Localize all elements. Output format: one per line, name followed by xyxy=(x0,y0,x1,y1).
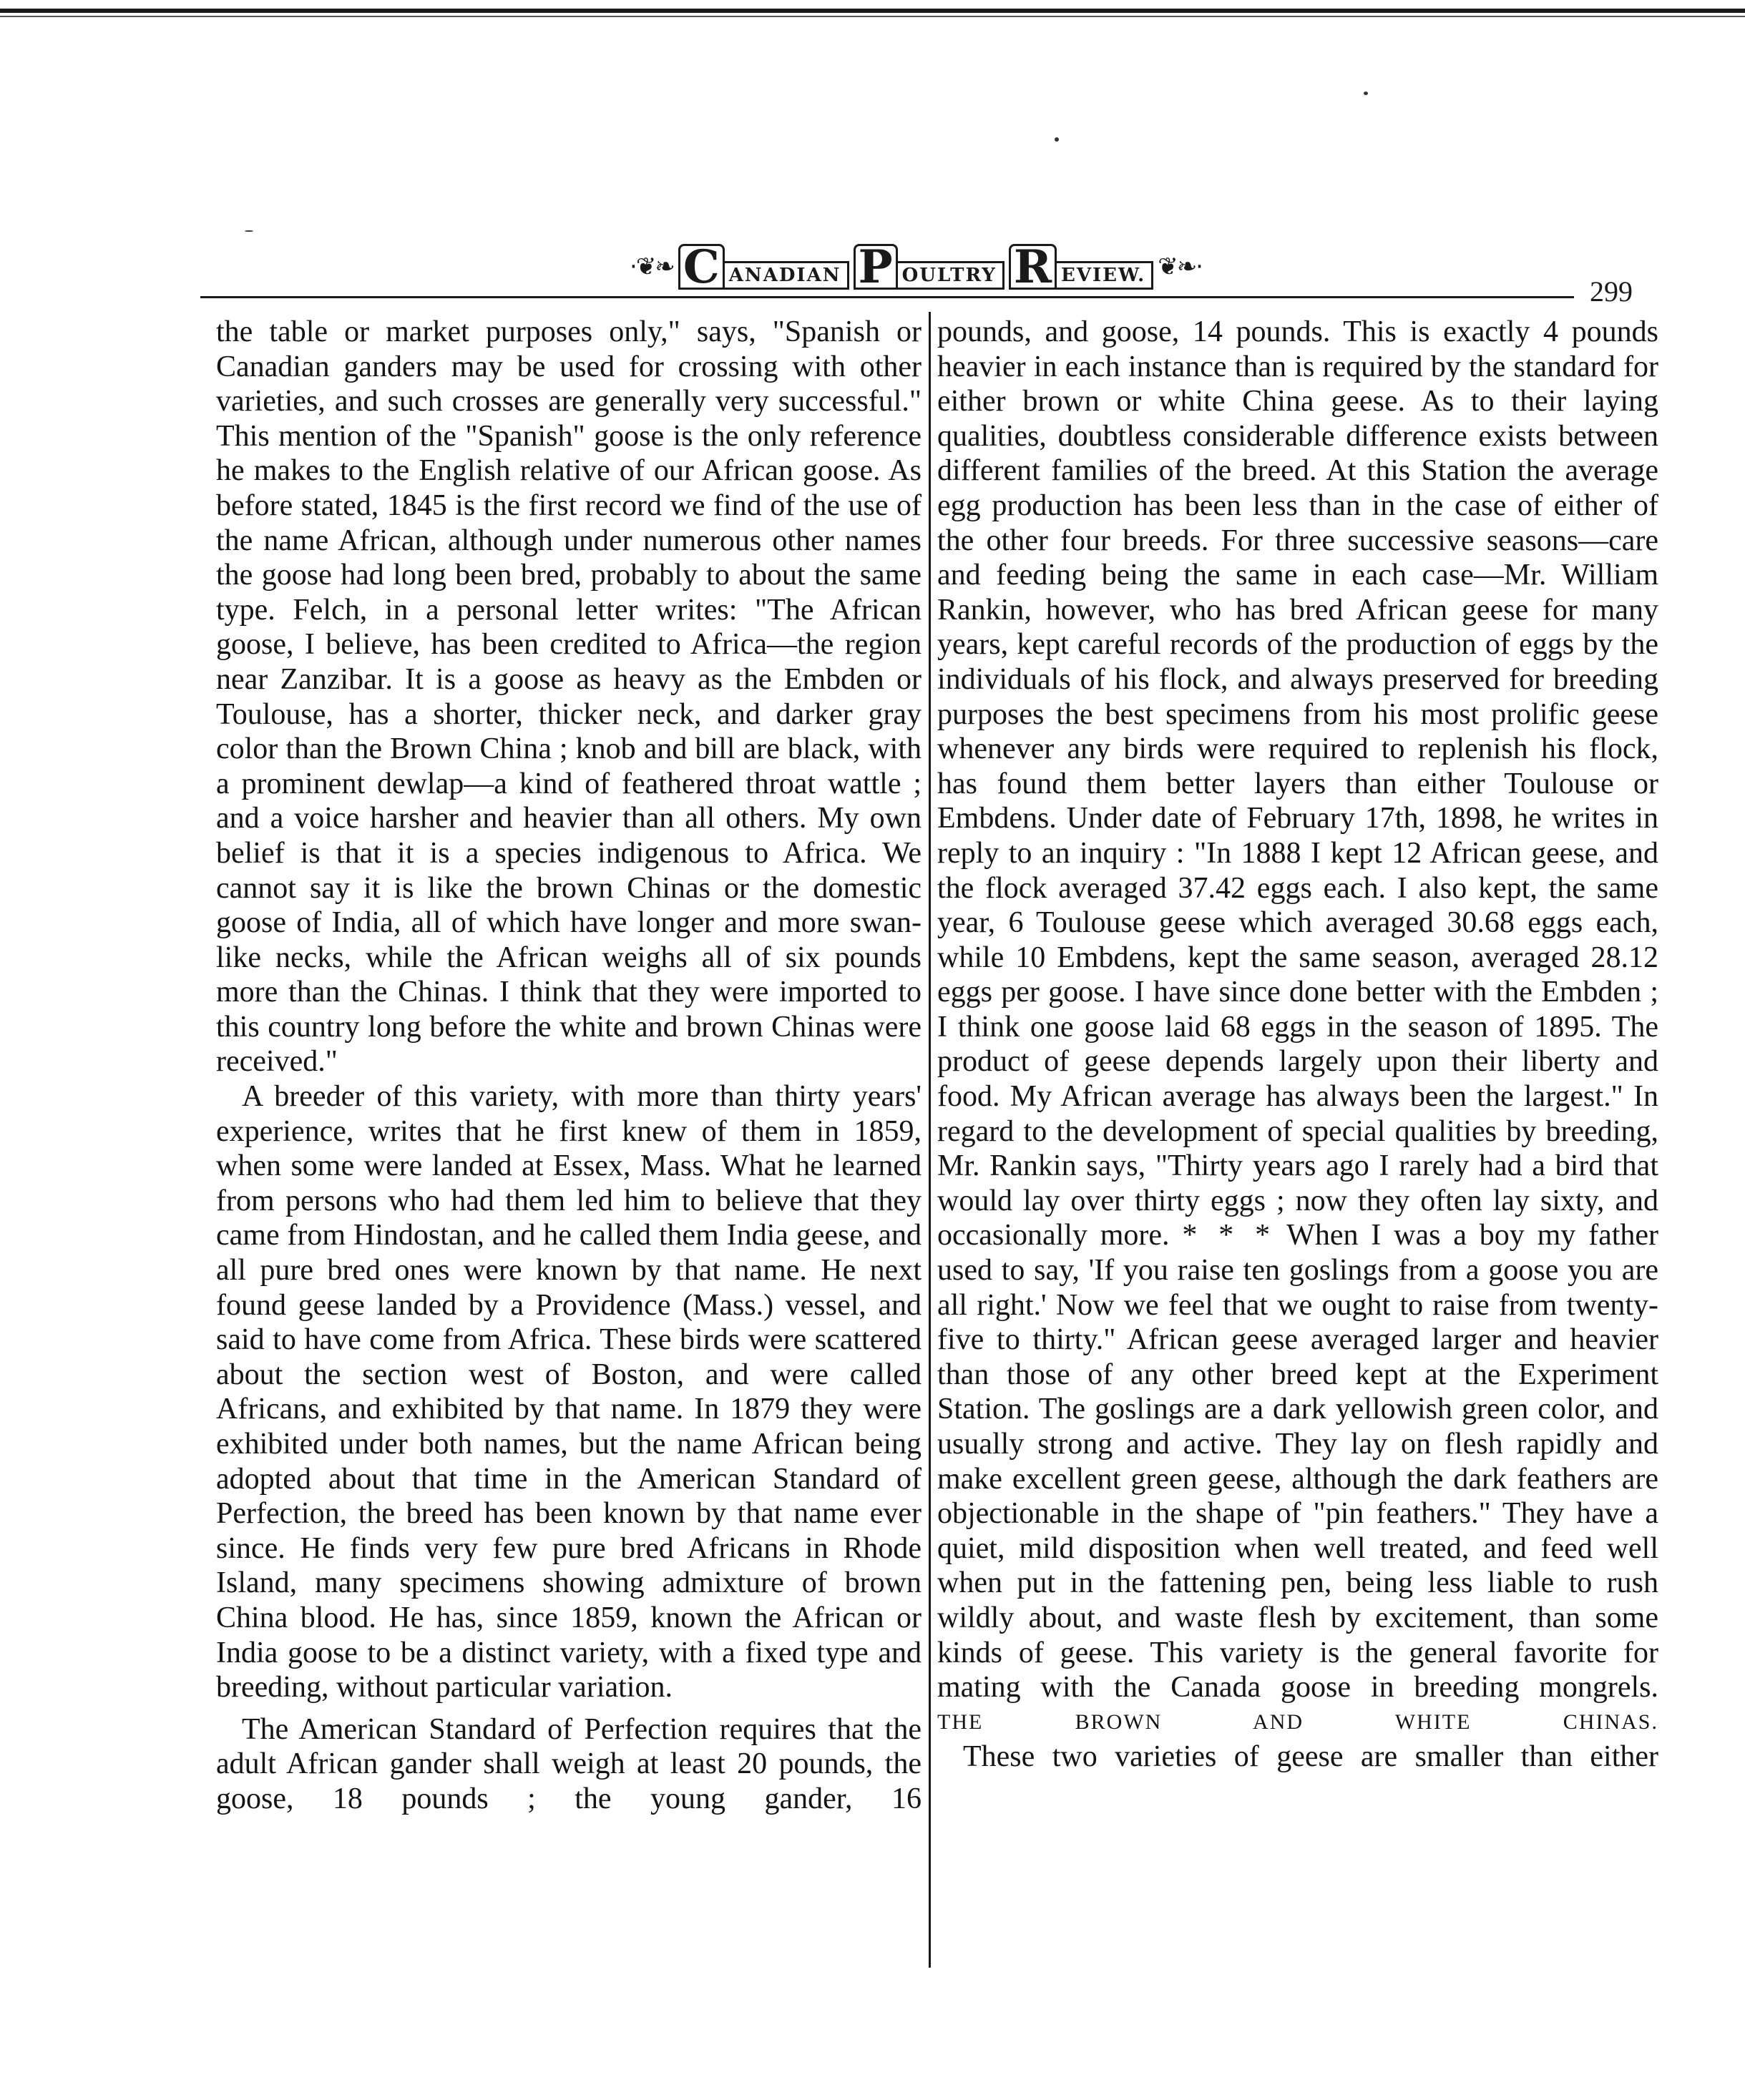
body-paragraph xyxy=(937,315,1658,1705)
masthead-ornament-left: ·❦❧ xyxy=(630,252,674,281)
masthead-word-canadian xyxy=(678,240,849,294)
masthead-initial: C xyxy=(678,244,725,290)
masthead-initial: P xyxy=(854,244,898,290)
body-paragraph: The American Standard of Perfection requires that the adult African gander shall weigh at least 20 pounds, the goose, 18 pounds ; the young gander, 16 xyxy=(216,1712,922,1815)
left-column xyxy=(216,315,922,1817)
body-paragraph: These two varieties of geese are smaller than either xyxy=(963,1740,1658,1774)
right-column xyxy=(937,315,1658,1775)
body-text: pounds, and goose, 14 pounds. This is exactly 4 pounds heavier in each instance than is required by the standard for either brown or white China geese. As to their laying qualities, doubtless considerable difference exists between different families of the breed. At this Station the average egg production has been less than in the case of either of the other four breeds. For three successive seasons—care and feeding being the same in each case—Mr. William Rankin, however, who has bred African geese for many years, kept careful records of the production of eggs by the individuals of his flock, and always preserved for breeding purposes the best specimens from his most prolific geese whenever any birds were required to replenish his flock, has found them better layers than either Toulouse or Embdens. Under date of February 17th, 1898, he writes in reply to an inquiry : "In 1888 I kept 12 African geese, and the flock averaged 37.42 eggs each. I also kept, the same year, 6 Toulouse geese which averaged 30.68 eggs each, while 10 Embdens, kept the same season, averaged 28.12 eggs per goose. I have since done better with the Embden ; I think one goose laid 68 eggs in the season of 1895. The product of geese depends largely upon their liberty and food. My African average has always been the largest." In regard to the development of special qualities by breeding, Mr. Rankin says, "Thirty years ago I rarely had a bird that would lay over thirty eggs ; now they often lay sixty, and occasionally more. xyxy=(937,315,1658,1252)
print-speck xyxy=(1364,92,1368,95)
masthead-ornament-right: ❦❧· xyxy=(1158,252,1202,281)
top-border-rule-thin xyxy=(0,16,1745,17)
body-paragraph: A breeder of this variety, with more than thirty years' experience, writes that he first knew of them in 1859, when some were landed at Essex, Mass. What he learned from persons who had them led him to believe that they came from Hindostan, and he called them India geese, and all pure bred ones were known by that name. He next found geese landed by a Providence (Mass.) vessel, and said to have come from Africa. These birds were scattered about the section west of Boston, and were called Africans, and exhibited by that name. In 1879 they were exhibited under both names, but the name African being adopted about that time in the American Standard of Perfection, the breed has been known by that name ever since. He finds very few pure bred Africans in Rhode Island, many specimens showing admixture of brown China blood. He has, since 1859, known the African or India goose to be a distinct variety, with a fixed type and breeding, without particular variation. xyxy=(216,1080,922,1704)
masthead-word-poultry xyxy=(854,240,1005,294)
section-heading: THE BROWN AND WHITE CHINAS. xyxy=(937,1709,1658,1734)
body-text: When I was a boy my father used to say, 'If you raise ten goslings from a goose you are all right.' Now we feel that we ought to raise from twenty-five to thirty." African geese averaged larger and heavier than those of any other breed kept at the Experiment Station. The goslings are a dark yellowish green color, and usually strong and active. They lay on flesh rapidly and make excellent green geese, although the dark feathers are objectionable in the shape of "pin feathers." They have a quiet, mild disposition when well treated, and feed well when put in the fattening pen, being less liable to rush wildly about, and waste flesh by excitement, than some kinds of geese. This variety is the general favorite for mating with the Canada goose in breeding mongrels. xyxy=(937,1219,1659,1704)
top-border-rule xyxy=(0,9,1745,13)
masthead-word-review xyxy=(1009,240,1153,294)
header-rule xyxy=(200,296,1574,298)
print-speck xyxy=(1055,137,1059,142)
body-paragraph: the table or market purposes only," says, "Spanish or Canadian ganders may be used for crossing with other varieties, and such crosses are generally very successful." This mention of the "Spanish" goose is the only reference he makes to the English relative of our African goose. As before stated, 1845 is the first record we find of the use of the name African, although under numerous other names the goose had long been bred, probably to about the same type. Felch, in a personal letter writes: "The African goose, I believe, has been credited to Africa—the region near Zanzibar. It is a goose as heavy as the Embden or Toulouse, has a shorter, thicker neck, and darker gray color than the Brown China ; knob and bill are black, with a prominent dewlap—a kind of feathered throat wattle ; and a voice harsher and heavier than all others. My own belief is that it is a species indigenous to Africa. We cannot say it is like the brown Chinas or the domestic goose of India, all of which have longer and more swan-like necks, while the African weighs all of six pounds more than the Chinas. I think that they were imported to this country long before the white and brown Chinas were received." xyxy=(216,315,922,1079)
masthead xyxy=(630,240,1202,294)
masthead-text: ANADIAN xyxy=(723,261,849,290)
masthead-text: EVIEW. xyxy=(1055,261,1153,290)
masthead-text: OULTRY xyxy=(896,261,1005,290)
masthead-initial: R xyxy=(1009,244,1057,290)
print-speck xyxy=(245,230,253,232)
page-number: 299 xyxy=(1590,275,1633,308)
asterism: * * * xyxy=(1182,1219,1275,1252)
column-divider xyxy=(929,312,931,1968)
